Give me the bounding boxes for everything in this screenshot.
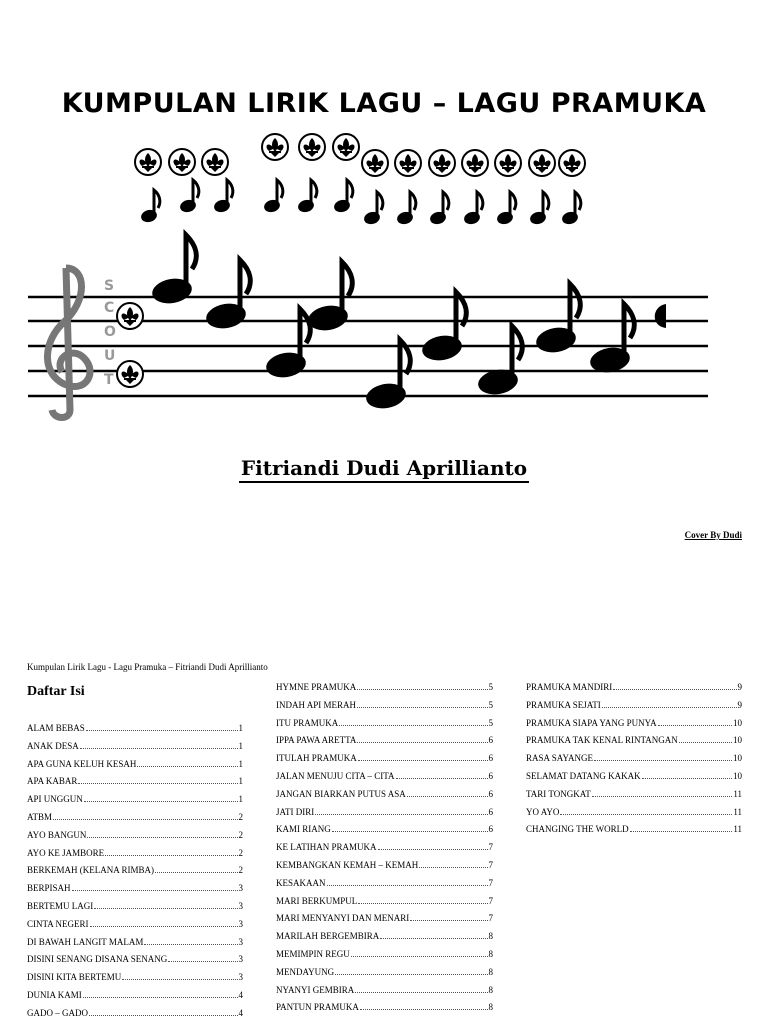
toc-entry-title: MEMIMPIN REGU xyxy=(276,948,350,959)
toc-entry[interactable] xyxy=(276,735,493,753)
toc-entry[interactable] xyxy=(27,990,243,1008)
toc-leader-dots xyxy=(602,700,737,708)
toc-column-1 xyxy=(27,723,243,1026)
toc-entry-title: SELAMAT DATANG KAKAK xyxy=(526,770,641,781)
toc-entry-page: 1 xyxy=(238,758,243,769)
toc-entry[interactable] xyxy=(27,848,243,866)
toc-entry-title: ALAM BEBAS xyxy=(27,723,85,733)
toc-leader-dots xyxy=(332,824,488,832)
toc-entry-page: 10 xyxy=(733,717,742,728)
toc-entry-title: CHANGING THE WORLD xyxy=(526,824,629,835)
toc-entry-page: 6 xyxy=(488,735,493,746)
toc-entry[interactable] xyxy=(27,919,243,937)
toc-entry[interactable] xyxy=(276,807,493,825)
toc-entry-page: 9 xyxy=(737,699,742,710)
toc-entry-title: MARI BERKUMPUL xyxy=(276,895,358,906)
toc-entry[interactable] xyxy=(526,824,742,842)
toc-entry[interactable] xyxy=(276,913,493,931)
toc-leader-dots xyxy=(357,700,487,708)
toc-leader-dots xyxy=(87,830,237,838)
toc-entry-page: 2 xyxy=(238,865,243,876)
toc-leader-dots xyxy=(357,682,487,690)
toc-leader-dots xyxy=(80,741,238,749)
toc-entry[interactable] xyxy=(27,954,243,972)
toc-entry[interactable] xyxy=(526,771,742,789)
toc-entry-title: KAMI RIANG xyxy=(276,824,331,835)
toc-column-3 xyxy=(526,682,742,842)
toc-entry-title: DISINI SENANG DISANA SENANG xyxy=(27,954,168,965)
toc-entry-title: CINTA NEGERI xyxy=(27,918,89,929)
author-name: Fitriandi Dudi Aprillianto xyxy=(0,456,768,480)
toc-entry-title: PRAMUKA TAK KENAL RINTANGAN xyxy=(526,735,678,746)
toc-leader-dots xyxy=(642,771,732,779)
toc-entry-page: 8 xyxy=(488,984,493,995)
toc-entry[interactable] xyxy=(276,842,493,860)
toc-entry-title: PRAMUKA MANDIRI xyxy=(526,682,613,692)
toc-entry-page: 10 xyxy=(733,735,742,746)
toc-entry-title: NYANYI GEMBIRA xyxy=(276,984,355,995)
toc-leader-dots xyxy=(105,848,237,856)
toc-leader-dots xyxy=(592,789,733,797)
toc-entry[interactable] xyxy=(276,700,493,718)
toc-entry-title: TARI TONGKAT xyxy=(526,788,591,799)
toc-entry[interactable] xyxy=(276,967,493,985)
toc-entry-page: 8 xyxy=(488,948,493,959)
toc-leader-dots xyxy=(89,1008,238,1016)
toc-entry-title: PRAMUKA SEJATI xyxy=(526,699,601,710)
toc-entry[interactable] xyxy=(526,735,742,753)
svg-text:U: U xyxy=(104,348,116,364)
toc-entry-page: 11 xyxy=(733,806,742,817)
toc-leader-dots xyxy=(53,812,237,820)
toc-entry[interactable] xyxy=(27,1008,243,1026)
cover-credit: Cover By Dudi xyxy=(684,530,742,540)
toc-entry-title: JANGAN BIARKAN PUTUS ASA xyxy=(276,788,406,799)
toc-entry-title: KEMBANGKAN KEMAH – KEMAH xyxy=(276,859,419,870)
toc-entry-page: 7 xyxy=(488,913,493,924)
toc-entry-title: BERPISAH xyxy=(27,883,71,894)
toc-entry[interactable] xyxy=(27,723,243,741)
toc-leader-dots xyxy=(358,896,487,904)
toc-entry-page: 11 xyxy=(733,788,742,799)
toc-entry-title: PANTUN PRAMUKA xyxy=(276,1002,359,1013)
toc-heading: Daftar Isi xyxy=(27,684,85,699)
toc-entry-title: INDAH API MERAH xyxy=(276,699,357,710)
toc-leader-dots xyxy=(560,807,732,815)
toc-leader-dots xyxy=(78,776,237,784)
toc-entry-title: YO AYO xyxy=(526,806,560,817)
toc-entry-title: APA GUNA KELUH KESAH xyxy=(27,758,137,769)
toc-leader-dots xyxy=(613,682,736,690)
toc-entry-page: 9 xyxy=(737,682,742,692)
toc-entry-page: 1 xyxy=(238,723,243,733)
toc-entry[interactable] xyxy=(27,830,243,848)
toc-leader-dots xyxy=(358,753,488,761)
toc-leader-dots xyxy=(168,954,237,962)
toc-entry-title: APA KABAR xyxy=(27,776,78,787)
toc-entry-page: 5 xyxy=(488,717,493,728)
toc-entry[interactable] xyxy=(276,771,493,789)
toc-entry-page: 8 xyxy=(488,1002,493,1013)
toc-leader-dots xyxy=(355,985,487,993)
toc-entry-title: KE LATIHAN PRAMUKA xyxy=(276,842,377,853)
toc-entry-title: BERTEMU LAGI xyxy=(27,900,94,911)
toc-entry-page: 4 xyxy=(238,1007,243,1018)
toc-leader-dots xyxy=(410,913,487,921)
toc-leader-dots xyxy=(594,753,732,761)
toc-leader-dots xyxy=(658,718,732,726)
toc-entry[interactable] xyxy=(276,753,493,771)
toc-entry-title: MARILAH BERGEMBIRA xyxy=(276,931,380,942)
toc-leader-dots xyxy=(360,1002,488,1010)
running-header: Kumpulan Lirik Lagu - Lagu Pramuka – Fitriandi Dudi Aprillianto xyxy=(27,662,268,672)
toc-leader-dots xyxy=(122,972,237,980)
toc-entry-title: HYMNE PRAMUKA xyxy=(276,682,357,692)
toc-entry[interactable] xyxy=(276,896,493,914)
toc-entry-title: ANAK DESA xyxy=(27,740,79,751)
toc-entry-page: 3 xyxy=(238,936,243,947)
toc-entry-page: 4 xyxy=(238,989,243,1000)
toc-entry[interactable] xyxy=(526,718,742,736)
toc-entry-page: 6 xyxy=(488,806,493,817)
toc-column-2 xyxy=(276,682,493,1020)
toc-entry-page: 5 xyxy=(488,682,493,692)
svg-text:O: O xyxy=(104,324,116,340)
toc-leader-dots xyxy=(86,723,238,731)
toc-entry-title: API UNGGUN xyxy=(27,794,83,805)
toc-entry-page: 6 xyxy=(488,770,493,781)
toc-entry-page: 7 xyxy=(488,877,493,888)
music-notes xyxy=(150,235,666,411)
toc-entry[interactable] xyxy=(276,718,493,736)
toc-leader-dots xyxy=(357,735,487,743)
toc-entry-title: KESAKAAN xyxy=(276,877,326,888)
toc-leader-dots xyxy=(679,735,732,743)
toc-entry[interactable] xyxy=(276,949,493,967)
toc-entry-page: 6 xyxy=(488,753,493,764)
toc-leader-dots xyxy=(83,990,238,998)
toc-entry-page: 8 xyxy=(488,931,493,942)
toc-entry-title: DISINI KITA BERTEMU xyxy=(27,972,122,983)
toc-entry-page: 3 xyxy=(238,972,243,983)
toc-entry[interactable] xyxy=(276,789,493,807)
toc-entry-title: RASA SAYANGE xyxy=(526,753,593,764)
toc-entry[interactable] xyxy=(526,789,742,807)
toc-entry[interactable] xyxy=(27,883,243,901)
toc-leader-dots xyxy=(84,794,238,802)
toc-entry[interactable] xyxy=(276,1002,493,1020)
toc-entry-page: 7 xyxy=(488,859,493,870)
toc-entry-page: 10 xyxy=(733,753,742,764)
toc-leader-dots xyxy=(144,937,237,945)
svg-text:T: T xyxy=(104,372,114,388)
toc-leader-dots xyxy=(407,789,488,797)
toc-entry-title: GADO – GADO xyxy=(27,1007,88,1018)
toc-entry-page: 6 xyxy=(488,824,493,835)
toc-entry-page: 3 xyxy=(238,883,243,894)
toc-entry-title: MENDAYUNG xyxy=(276,966,335,977)
toc-leader-dots xyxy=(137,759,237,767)
toc-leader-dots xyxy=(327,878,488,886)
toc-entry-page: 2 xyxy=(238,847,243,858)
toc-entry-page: 3 xyxy=(238,900,243,911)
toc-entry-page: 8 xyxy=(488,966,493,977)
cover-artwork xyxy=(0,125,768,455)
toc-entry[interactable] xyxy=(276,682,493,700)
toc-entry[interactable] xyxy=(276,931,493,949)
toc-entry[interactable] xyxy=(27,937,243,955)
toc-leader-dots xyxy=(378,842,488,850)
toc-entry-page: 2 xyxy=(238,811,243,822)
toc-entry-page: 7 xyxy=(488,842,493,853)
toc-entry-title: ATBM xyxy=(27,811,53,822)
toc-entry-page: 5 xyxy=(488,699,493,710)
toc-entry[interactable] xyxy=(27,759,243,777)
toc-entry-page: 7 xyxy=(488,895,493,906)
toc-entry-page: 11 xyxy=(733,824,742,835)
toc-entry-title: MARI MENYANYI DAN MENARI xyxy=(276,913,410,924)
toc-leader-dots xyxy=(339,718,487,726)
toc-entry-title: PRAMUKA SIAPA YANG PUNYA xyxy=(526,717,657,728)
toc-entry[interactable] xyxy=(27,776,243,794)
toc-leader-dots xyxy=(155,865,238,873)
toc-entry-page: 6 xyxy=(488,788,493,799)
toc-entry-title: ITU PRAMUKA xyxy=(276,717,339,728)
toc-entry-title: AYO KE JAMBORE xyxy=(27,847,105,858)
scout-emblem-row xyxy=(135,134,585,176)
toc-entry-title: ITULAH PRAMUKA xyxy=(276,753,357,764)
toc-entry[interactable] xyxy=(27,901,243,919)
toc-entry[interactable] xyxy=(276,878,493,896)
toc-entry[interactable] xyxy=(526,753,742,771)
svg-text:C: C xyxy=(104,300,115,316)
toc-entry[interactable] xyxy=(276,860,493,878)
toc-entry-title: DUNIA KAMI xyxy=(27,989,82,1000)
toc-leader-dots xyxy=(72,883,238,891)
toc-entry-page: 2 xyxy=(238,829,243,840)
toc-leader-dots xyxy=(396,771,488,779)
toc-entry[interactable] xyxy=(276,824,493,842)
toc-entry-page: 3 xyxy=(238,918,243,929)
cover-title: KUMPULAN LIRIK LAGU – LAGU PRAMUKA xyxy=(61,88,707,119)
toc-entry[interactable] xyxy=(526,700,742,718)
toc-entry-title: DI BAWAH LANGIT MALAM xyxy=(27,936,144,947)
toc-entry-page: 1 xyxy=(238,740,243,751)
toc-entry-page: 1 xyxy=(238,776,243,787)
toc-entry-title: JALAN MENUJU CITA – CITA xyxy=(276,770,395,781)
toc-entry[interactable] xyxy=(27,865,243,883)
toc-entry-page: 1 xyxy=(238,794,243,805)
toc-leader-dots xyxy=(630,824,733,832)
toc-entry-title: AYO BANGUN xyxy=(27,829,87,840)
small-notes-row xyxy=(140,180,581,226)
toc-entry[interactable] xyxy=(27,812,243,830)
toc-entry[interactable] xyxy=(27,741,243,759)
toc-entry[interactable] xyxy=(27,794,243,812)
toc-entry-page: 10 xyxy=(733,770,742,781)
toc-entry-title: IPPA PAWA ARETTA xyxy=(276,735,357,746)
toc-entry-title: JATI DIRI xyxy=(276,806,315,817)
toc-leader-dots xyxy=(419,860,487,868)
toc-leader-dots xyxy=(94,901,237,909)
toc-leader-dots xyxy=(351,949,488,957)
toc-leader-dots xyxy=(335,967,487,975)
toc-leader-dots xyxy=(380,931,487,939)
toc-entry[interactable] xyxy=(526,682,742,700)
toc-entry-page: 3 xyxy=(238,954,243,965)
toc-entry-title: BERKEMAH (KELANA RIMBA) xyxy=(27,865,154,876)
toc-leader-dots xyxy=(315,807,487,815)
toc-entry[interactable] xyxy=(276,985,493,1003)
toc-leader-dots xyxy=(90,919,238,927)
svg-text:S: S xyxy=(104,278,115,294)
toc-entry[interactable] xyxy=(526,807,742,825)
toc-entry[interactable] xyxy=(27,972,243,990)
